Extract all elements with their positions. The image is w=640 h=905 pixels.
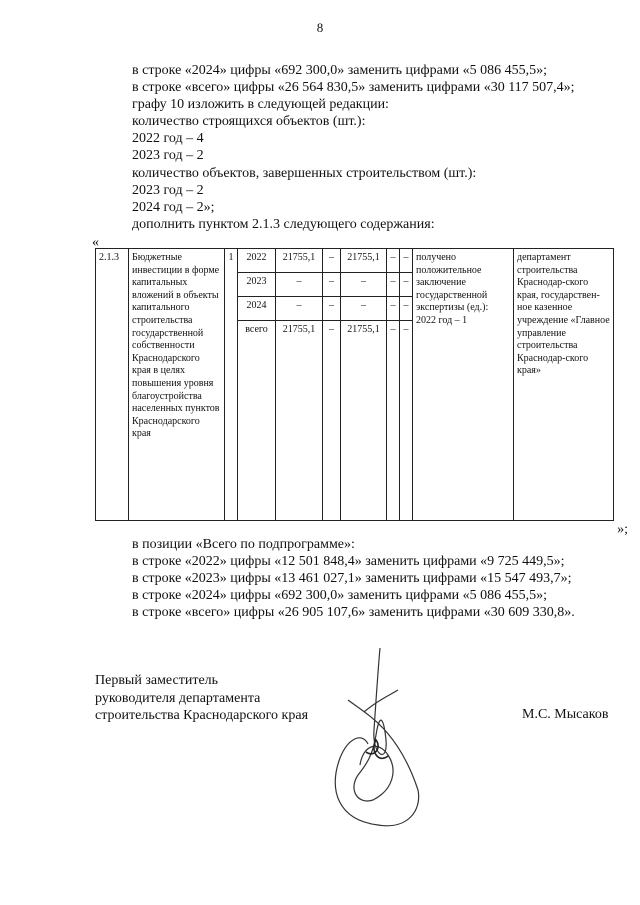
signatory-name: М.С. Мысаков bbox=[522, 707, 609, 722]
item-name-cell: Бюджетные инвестиции в форме капитальных вложений в объекты капитального строительства государственной собственности Краснодарского края в целях повышения уровня благоустройства населенных пунктов Краснодарского края bbox=[129, 249, 225, 521]
total-cell: 21755,1 bbox=[276, 321, 323, 521]
year-cell: 2023 bbox=[238, 273, 276, 297]
value-cell: – bbox=[400, 321, 413, 521]
result-cell: получено положительное заключение государственной экспертизы (ед.): 2022 год – 1 bbox=[413, 249, 514, 521]
value-cell: 21755,1 bbox=[341, 321, 387, 521]
text-line: в позиции «Всего по подпрограмме»: bbox=[132, 537, 355, 552]
text-line: количество строящихся объектов (шт.): bbox=[132, 114, 366, 130]
year-cell: 2022 bbox=[238, 249, 276, 273]
handwritten-signature bbox=[318, 640, 428, 840]
text-line: в строке «2024» цифры «692 300,0» заменить цифрами «5 086 455,5»; bbox=[132, 63, 548, 78]
value-cell: – bbox=[323, 273, 341, 297]
closing-quote: »; bbox=[617, 522, 628, 537]
signatory-title-line: руководителя департамента bbox=[95, 690, 261, 706]
value-cell: – bbox=[387, 249, 400, 273]
signatory-title bbox=[95, 672, 308, 725]
text-line: 2023 год – 2 bbox=[132, 148, 204, 164]
amendment-text-bottom bbox=[132, 536, 632, 621]
text-line: в строке «всего» цифры «26 564 830,5» заменить цифрами «30 117 507,4»; bbox=[132, 80, 575, 96]
value-cell: – bbox=[323, 321, 341, 521]
value-cell: – bbox=[341, 297, 387, 321]
year-cell: всего bbox=[238, 321, 276, 521]
signatory-title-line: Первый заместитель bbox=[95, 673, 219, 688]
table-row bbox=[96, 249, 614, 273]
value-cell: 21755,1 bbox=[341, 249, 387, 273]
text-line: 2022 год – 4 bbox=[132, 131, 204, 147]
stage-cell: 1 bbox=[225, 249, 238, 521]
total-cell: – bbox=[276, 297, 323, 321]
signatory-title-line: строительства Краснодарского края bbox=[95, 708, 309, 723]
value-cell: – bbox=[400, 297, 413, 321]
amendment-text-top bbox=[132, 62, 632, 233]
value-cell: – bbox=[400, 273, 413, 297]
text-line: в строке «2023» цифры «13 461 027,1» заменить цифрами «15 547 493,7»; bbox=[132, 571, 572, 587]
total-cell: – bbox=[276, 273, 323, 297]
value-cell: – bbox=[323, 249, 341, 273]
value-cell: – bbox=[387, 273, 400, 297]
text-line: в строке «2022» цифры «12 501 848,4» заменить цифрами «9 725 449,5»; bbox=[132, 554, 565, 570]
value-cell: – bbox=[387, 321, 400, 521]
program-table bbox=[95, 248, 614, 521]
text-line: в строке «всего» цифры «26 905 107,6» заменить цифрами «30 609 330,8». bbox=[132, 605, 575, 621]
value-cell: – bbox=[323, 297, 341, 321]
text-line: количество объектов, завершенных строительством (шт.): bbox=[132, 165, 477, 181]
text-line: 2023 год – 2 bbox=[132, 182, 204, 198]
text-line: в строке «2024» цифры «692 300,0» заменить цифрами «5 086 455,5»; bbox=[132, 588, 548, 604]
value-cell: – bbox=[341, 273, 387, 297]
executor-cell: департамент строительства Краснодар-ского края, государствен-ное казенное учреждение «Главное управление строительства Краснодар-ского края» bbox=[514, 249, 614, 521]
value-cell: – bbox=[387, 297, 400, 321]
text-line: графу 10 изложить в следующей редакции: bbox=[132, 97, 389, 113]
text-line: 2024 год – 2»; bbox=[132, 199, 215, 215]
opening-quote: « bbox=[92, 235, 99, 250]
value-cell: – bbox=[400, 249, 413, 273]
item-number-cell: 2.1.3 bbox=[96, 249, 129, 521]
page-number: 8 bbox=[316, 20, 324, 35]
year-cell: 2024 bbox=[238, 297, 276, 321]
text-line: дополнить пунктом 2.1.3 следующего содержания: bbox=[132, 216, 435, 232]
total-cell: 21755,1 bbox=[276, 249, 323, 273]
